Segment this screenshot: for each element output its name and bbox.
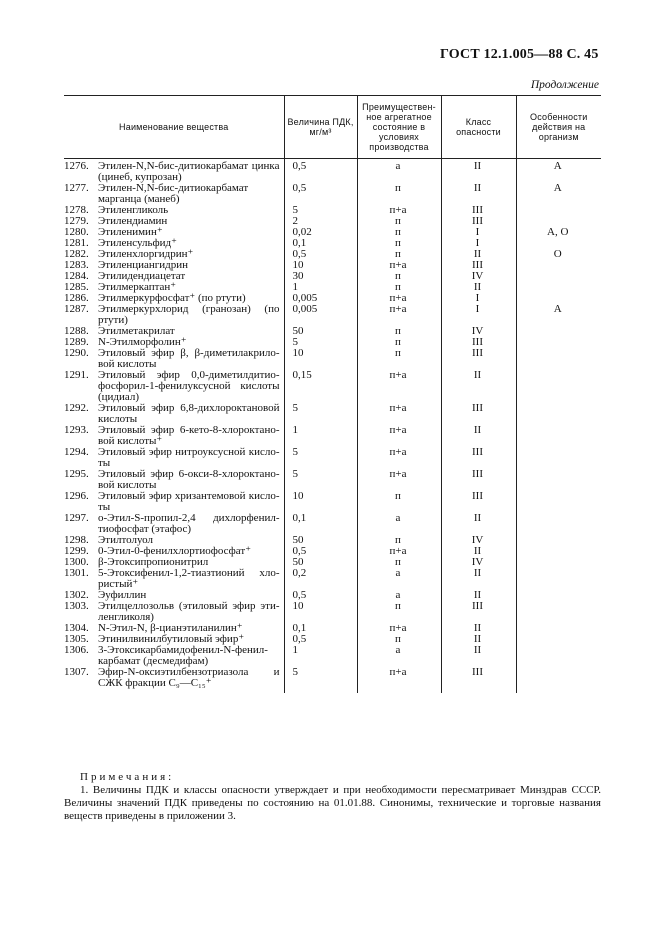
continuation-label: Продолжение <box>530 79 599 91</box>
aggregate-state: п <box>357 337 441 348</box>
substance-name: Этиленциангидрин <box>98 259 189 271</box>
aggregate-state: п <box>357 348 441 370</box>
action-features <box>516 447 601 469</box>
hazard-class: III <box>441 491 516 513</box>
aggregate-state: п+а <box>357 293 441 304</box>
substance-name-cell <box>64 348 284 370</box>
table-row <box>64 370 601 403</box>
hazard-class: II <box>441 623 516 634</box>
pdk-value: 30 <box>284 271 357 282</box>
row-number: 1298. <box>64 534 89 546</box>
substance-name: Эфир-N-оксиэтилбензотриазола и СЖК фракции C₉—C₁₅⁺ <box>98 666 280 689</box>
row-number: 1286. <box>64 292 89 304</box>
aggregate-state: п+а <box>357 425 441 447</box>
action-features <box>516 491 601 513</box>
substance-name: Этилметакрилат <box>98 325 175 337</box>
action-features <box>516 546 601 557</box>
hazard-class: I <box>441 238 516 249</box>
aggregate-state: п <box>357 326 441 337</box>
pdk-value: 50 <box>284 535 357 546</box>
row-number: 1294. <box>64 446 89 458</box>
pdk-value: 0,15 <box>284 370 357 403</box>
row-number: 1297. <box>64 512 89 524</box>
table-row <box>64 601 601 623</box>
table-header-row <box>64 96 601 159</box>
row-number: 1279. <box>64 215 89 227</box>
substance-name-cell <box>64 425 284 447</box>
substance-name: N-Этилморфолин⁺ <box>98 336 187 348</box>
substance-name: Этиловый эфир 6-кето-8-хлороктано-вой кислоты⁺ <box>98 424 280 447</box>
pdk-value: 5 <box>284 403 357 425</box>
pdk-value: 1 <box>284 282 357 293</box>
pdk-value: 0,5 <box>284 590 357 601</box>
pdk-value: 1 <box>284 425 357 447</box>
substance-name-cell <box>64 447 284 469</box>
substance-name: Этиловый эфир хризантемовой кисло-ты <box>98 490 280 513</box>
substance-name-cell <box>64 370 284 403</box>
hazard-class: II <box>441 513 516 535</box>
aggregate-state: п+а <box>357 623 441 634</box>
substance-name: 3-Этоксикарбамидофенил-N-фенил-карбамат (десмедифам) <box>98 644 268 667</box>
action-features <box>516 601 601 623</box>
substance-name-cell <box>64 601 284 623</box>
substance-name: Этилтолуол <box>98 534 154 546</box>
table-row <box>64 568 601 590</box>
substance-name: Этиловый эфир 0,0-диметилдитио-фосфорил-1-фенилуксусной кислоты (цидиал) <box>98 369 280 403</box>
row-number: 1277. <box>64 182 89 194</box>
hazard-class: II <box>441 249 516 260</box>
action-features <box>516 667 601 693</box>
hazard-class: II <box>441 370 516 403</box>
action-features <box>516 370 601 403</box>
row-number: 1284. <box>64 270 89 282</box>
hazard-class: II <box>441 546 516 557</box>
row-number: 1296. <box>64 490 89 502</box>
hazard-class: III <box>441 601 516 623</box>
table-row <box>64 403 601 425</box>
table-row <box>64 667 601 693</box>
pdk-value: 50 <box>284 326 357 337</box>
substance-name: Этилен-N,N-бис-дитиокарбамат марганца (манеб) <box>98 182 249 205</box>
substance-name: 5-Этоксифенил-1,2-тиазтионий хло-ристый⁺ <box>98 567 280 590</box>
aggregate-state: п+а <box>357 667 441 693</box>
action-features <box>516 513 601 535</box>
row-number: 1305. <box>64 633 89 645</box>
row-number: 1299. <box>64 545 89 557</box>
table-row <box>64 645 601 667</box>
substance-name-cell <box>64 645 284 667</box>
substance-name-cell <box>64 159 284 184</box>
col-header-class: Класс опасности <box>441 96 516 159</box>
action-features: А, О <box>516 227 601 238</box>
aggregate-state: а <box>357 645 441 667</box>
hazard-class: III <box>441 403 516 425</box>
substance-name: Этинилвинилбутиловый эфир⁺ <box>98 633 245 645</box>
pdk-value: 1 <box>284 645 357 667</box>
substance-name: Эуфиллин <box>98 589 147 601</box>
table-row <box>64 425 601 447</box>
pdk-value: 0,2 <box>284 568 357 590</box>
row-number: 1292. <box>64 402 89 414</box>
row-number: 1301. <box>64 567 89 579</box>
hazard-class: IV <box>441 535 516 546</box>
action-features <box>516 425 601 447</box>
substance-name-cell <box>64 667 284 693</box>
substance-name: Этиленсульфид⁺ <box>98 237 177 249</box>
row-number: 1278. <box>64 204 89 216</box>
substance-name-cell <box>64 216 284 227</box>
row-number: 1287. <box>64 303 89 315</box>
pdk-value: 5 <box>284 447 357 469</box>
pdk-value: 0,5 <box>284 159 357 184</box>
row-number: 1281. <box>64 237 89 249</box>
aggregate-state: п <box>357 271 441 282</box>
action-features <box>516 205 601 216</box>
aggregate-state: п+а <box>357 205 441 216</box>
action-features: А <box>516 159 601 184</box>
pdk-value: 0,02 <box>284 227 357 238</box>
substance-name-cell <box>64 183 284 205</box>
hazard-class: II <box>441 568 516 590</box>
action-features <box>516 590 601 601</box>
hazard-class: III <box>441 260 516 271</box>
pdk-value: 10 <box>284 601 357 623</box>
substance-name: Этиловый эфир 6,8-дихлороктановой кислоты <box>98 402 280 425</box>
hazard-class: II <box>441 425 516 447</box>
hazard-class: I <box>441 304 516 326</box>
aggregate-state: п <box>357 227 441 238</box>
aggregate-state: п+а <box>357 304 441 326</box>
aggregate-state: п <box>357 535 441 546</box>
table-row <box>64 491 601 513</box>
notes-title: Примечания: <box>80 771 175 783</box>
action-features: О <box>516 249 601 260</box>
hazard-class: III <box>441 667 516 693</box>
action-features <box>516 271 601 282</box>
aggregate-state: п+а <box>357 370 441 403</box>
action-features: А <box>516 304 601 326</box>
pdk-value: 0,1 <box>284 238 357 249</box>
action-features <box>516 634 601 645</box>
pdk-value: 5 <box>284 205 357 216</box>
row-number: 1280. <box>64 226 89 238</box>
row-number: 1304. <box>64 622 89 634</box>
aggregate-state: п+а <box>357 403 441 425</box>
action-features <box>516 568 601 590</box>
notes-section <box>64 771 601 823</box>
hazard-class: II <box>441 634 516 645</box>
hazard-class: IV <box>441 557 516 568</box>
substance-name-cell <box>64 513 284 535</box>
pdk-value: 0,1 <box>284 623 357 634</box>
col-header-pdk: Величина ПДК, мг/м³ <box>284 96 357 159</box>
action-features <box>516 326 601 337</box>
row-number: 1290. <box>64 347 89 359</box>
substance-name: о-Этил-S-пропил-2,4 дихлорфенил-тиофосфат (этафос) <box>98 512 280 535</box>
substance-name: Этиленимин⁺ <box>98 226 163 238</box>
substance-name: Этилмеркурхлорид (гранозан) (по ртути) <box>98 303 280 326</box>
action-features <box>516 469 601 491</box>
pdk-value: 10 <box>284 260 357 271</box>
page-header: ГОСТ 12.1.005—88 С. 45 <box>440 47 599 62</box>
row-number: 1285. <box>64 281 89 293</box>
aggregate-state: п <box>357 238 441 249</box>
hazard-class: II <box>441 183 516 205</box>
action-features <box>516 348 601 370</box>
substance-name: β-Этоксипропионитрил <box>98 556 209 568</box>
substance-name: 0-Этил-0-фенилхлортиофосфат⁺ <box>98 545 252 557</box>
substance-name: Этилендиамин <box>98 215 168 227</box>
action-features: А <box>516 183 601 205</box>
hazard-class: II <box>441 282 516 293</box>
action-features <box>516 337 601 348</box>
table-row <box>64 447 601 469</box>
pdk-value: 0,5 <box>284 183 357 205</box>
pdk-value: 0,005 <box>284 293 357 304</box>
substance-name-cell <box>64 304 284 326</box>
aggregate-state: п+а <box>357 447 441 469</box>
aggregate-state: а <box>357 590 441 601</box>
substance-name-cell <box>64 469 284 491</box>
pdk-value: 10 <box>284 491 357 513</box>
row-number: 1295. <box>64 468 89 480</box>
hazard-class: I <box>441 293 516 304</box>
aggregate-state: п+а <box>357 260 441 271</box>
action-features <box>516 260 601 271</box>
col-header-features: Особенности действия на организм <box>516 96 601 159</box>
action-features <box>516 282 601 293</box>
substance-name: Этилмеркурфосфат⁺ (по ртути) <box>98 292 246 304</box>
substance-name: Этилмеркаптан⁺ <box>98 281 177 293</box>
hazard-class: II <box>441 590 516 601</box>
pdk-value: 5 <box>284 667 357 693</box>
substance-name-cell <box>64 205 284 216</box>
action-features <box>516 645 601 667</box>
hazard-class: III <box>441 348 516 370</box>
col-header-name: Наименование вещества <box>64 96 284 159</box>
substance-name-cell <box>64 491 284 513</box>
aggregate-state: п <box>357 216 441 227</box>
row-number: 1307. <box>64 666 89 678</box>
aggregate-state: а <box>357 159 441 184</box>
action-features <box>516 535 601 546</box>
substances-table <box>64 95 601 693</box>
aggregate-state: п <box>357 491 441 513</box>
pdk-value: 5 <box>284 337 357 348</box>
action-features <box>516 403 601 425</box>
pdk-value: 10 <box>284 348 357 370</box>
aggregate-state: п+а <box>357 469 441 491</box>
hazard-class: IV <box>441 326 516 337</box>
table-row <box>64 183 601 205</box>
table-row <box>64 469 601 491</box>
substance-name-cell <box>64 568 284 590</box>
row-number: 1276. <box>64 160 89 172</box>
substance-name: Этиловый эфир β, β-диметилакрило-вой кислоты <box>98 347 280 370</box>
row-number: 1289. <box>64 336 89 348</box>
aggregate-state: п <box>357 601 441 623</box>
notes-text: 1. Величины ПДК и классы опасности утверждает и при необходимости пересматривает Минздрав СССР. Величины значений ПДК приведены по состоянию на 01.01.88. Синонимы, технические и торговые названия веществ приведены в приложении 3. <box>64 784 601 822</box>
substance-name: Этиленхлоргидрин⁺ <box>98 248 194 260</box>
hazard-class: I <box>441 227 516 238</box>
row-number: 1306. <box>64 644 89 656</box>
row-number: 1283. <box>64 259 89 271</box>
substance-name: Этилцеллозольв (этиловый эфир эти-ленгликоля) <box>98 600 280 623</box>
row-number: 1288. <box>64 325 89 337</box>
col-header-state: Преимуществен-ное агрегатное состояние в условиях производства <box>357 96 441 159</box>
pdk-value: 2 <box>284 216 357 227</box>
row-number: 1293. <box>64 424 89 436</box>
hazard-class: III <box>441 337 516 348</box>
substance-name: Этилен-N,N-бис-дитиокарбамат цинка (цинеб, купрозан) <box>98 160 280 183</box>
aggregate-state: п+а <box>357 546 441 557</box>
substance-name: N-Этил-N, β-цианэтиланилин⁺ <box>98 622 243 634</box>
table-body <box>64 159 601 694</box>
pdk-value: 0,1 <box>284 513 357 535</box>
table-row <box>64 159 601 184</box>
row-number: 1291. <box>64 369 89 381</box>
substance-name: Этиловый эфир нитроуксусной кисло-ты <box>98 446 280 469</box>
aggregate-state: а <box>357 513 441 535</box>
pdk-value: 50 <box>284 557 357 568</box>
action-features <box>516 557 601 568</box>
table-row <box>64 513 601 535</box>
aggregate-state: п <box>357 557 441 568</box>
substance-name: Этиленгликоль <box>98 204 169 216</box>
aggregate-state: п <box>357 249 441 260</box>
table-row <box>64 304 601 326</box>
hazard-class: III <box>441 216 516 227</box>
action-features <box>516 623 601 634</box>
aggregate-state: а <box>357 568 441 590</box>
row-number: 1302. <box>64 589 89 601</box>
pdk-value: 0,005 <box>284 304 357 326</box>
aggregate-state: п <box>357 634 441 645</box>
pdk-value: 5 <box>284 469 357 491</box>
hazard-class: II <box>441 159 516 184</box>
aggregate-state: п <box>357 183 441 205</box>
substance-name: Этилидендиацетат <box>98 270 186 282</box>
substance-name: Этиловый эфир 6-окси-8-хлороктано-вой кислоты <box>98 468 280 491</box>
row-number: 1300. <box>64 556 89 568</box>
pdk-value: 0,5 <box>284 546 357 557</box>
hazard-class: IV <box>441 271 516 282</box>
hazard-class: II <box>441 645 516 667</box>
row-number: 1282. <box>64 248 89 260</box>
pdk-value: 0,5 <box>284 249 357 260</box>
row-number: 1303. <box>64 600 89 612</box>
hazard-class: III <box>441 205 516 216</box>
hazard-class: III <box>441 469 516 491</box>
hazard-class: III <box>441 447 516 469</box>
table-row <box>64 348 601 370</box>
aggregate-state: п <box>357 282 441 293</box>
substance-name-cell <box>64 403 284 425</box>
pdk-value: 0,5 <box>284 634 357 645</box>
